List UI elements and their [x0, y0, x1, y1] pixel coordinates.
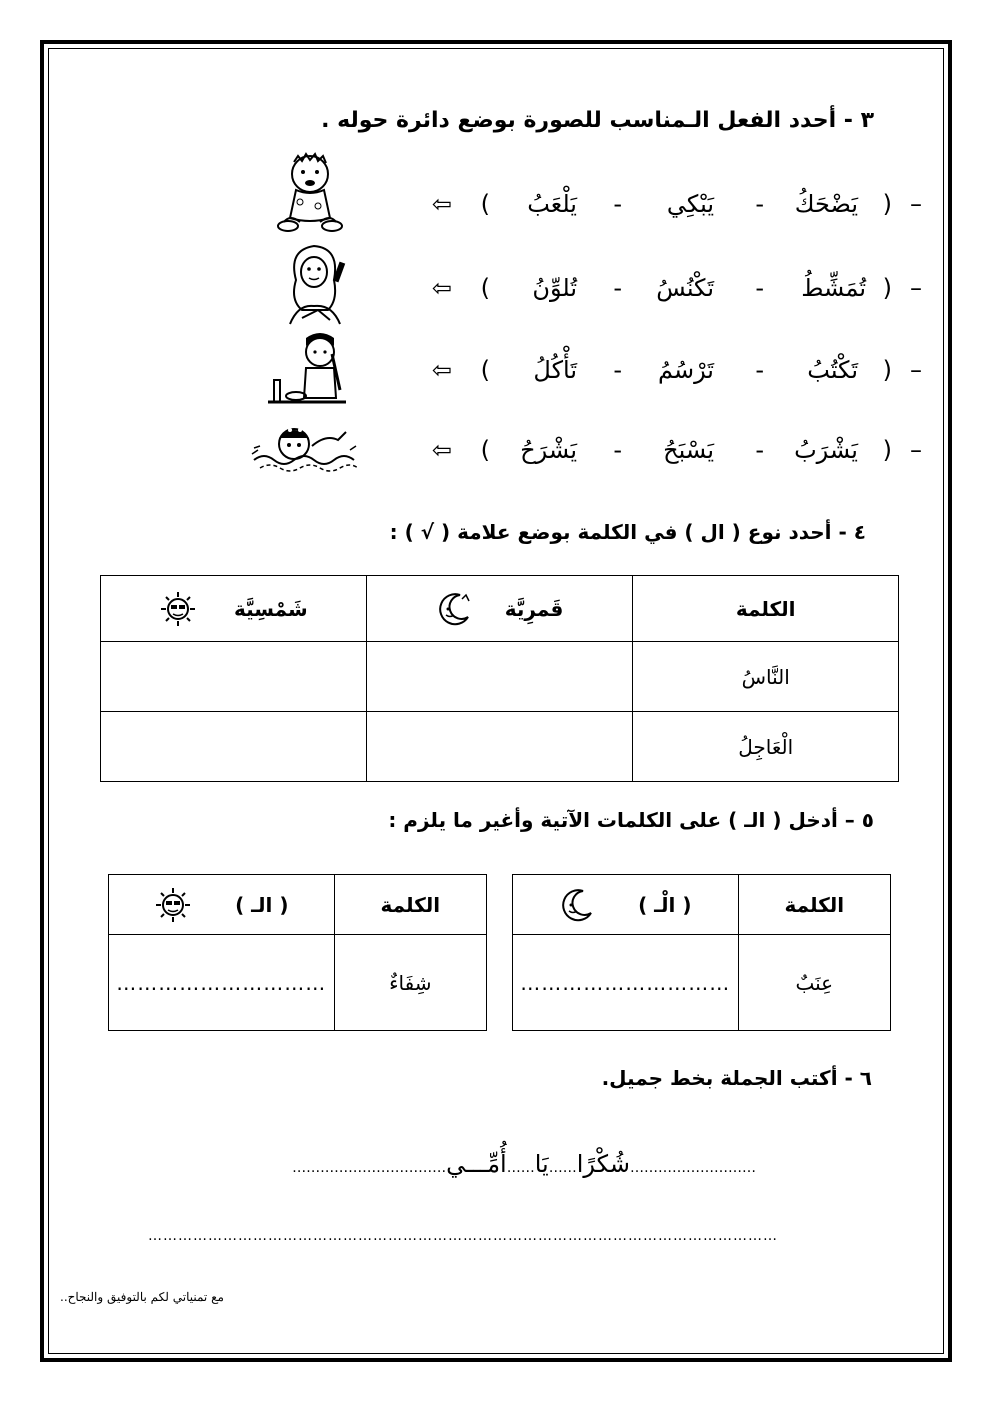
separator: - [613, 436, 622, 464]
verb-option[interactable]: تُلوِّنُ [532, 274, 577, 302]
word-cell: النَّاسُ [633, 642, 899, 712]
header-lunar-label: قَمرِيَّة [504, 596, 564, 621]
header-al [513, 875, 739, 935]
close-paren: ) [480, 436, 490, 464]
model-word: شُكْرًا [576, 1150, 630, 1178]
footer-note: مع تمنياتي لكم بالتوفيق والنجاح.. [60, 1290, 224, 1304]
sun-icon [154, 886, 192, 924]
table-row [101, 642, 899, 712]
lunar-answer-cell[interactable] [366, 712, 633, 782]
header-lunar [366, 576, 633, 642]
q5-right-table [512, 874, 891, 1031]
left-arrow-icon: ⇦ [431, 274, 452, 302]
verb-option[interactable]: تَكْنُسُ [656, 274, 714, 302]
q5-header-row [513, 875, 891, 935]
answer-field[interactable]: ………………………… [513, 935, 739, 1031]
dots: ……………………… [630, 1160, 756, 1176]
header-solar-label: شَمْسِيَّة [233, 596, 308, 621]
q4-table [100, 575, 899, 782]
verb-option[interactable]: يَضْحَكُ [794, 190, 858, 218]
open-paren: ( [882, 274, 892, 302]
left-arrow-icon: ⇦ [431, 436, 452, 464]
separator: - [613, 190, 622, 218]
row-dash: – [910, 356, 922, 384]
q5-title: ٥ – أدخل ( الـ ) على الكلمات الآتية وأغير ما يلزم : [388, 808, 874, 832]
separator: - [613, 274, 622, 302]
verb-option[interactable]: تُمَشِّطُ [801, 274, 866, 302]
table-row [109, 935, 487, 1031]
header-word: الكلمة [633, 576, 899, 642]
q3-row-1 [402, 190, 922, 230]
header-solar [101, 576, 367, 642]
row-dash: – [910, 436, 922, 464]
open-paren: ( [882, 436, 892, 464]
verb-option[interactable]: تَكْتُبُ [807, 356, 858, 384]
q5-header-row [109, 875, 487, 935]
answer-field[interactable]: ………………………… [109, 935, 335, 1031]
girl-combing-icon [278, 240, 354, 328]
left-arrow-icon: ⇦ [431, 190, 452, 218]
q3-row-2 [402, 274, 922, 314]
verb-option[interactable]: يَبْكِي [666, 190, 714, 218]
separator: - [755, 356, 764, 384]
q6-model-line [236, 1150, 756, 1194]
moon-icon [559, 887, 595, 923]
verb-option[interactable]: يَشْرَبُ [794, 436, 858, 464]
q3-title: ٣ - أحدد الفعل الـمناسب للصورة بوضع دائرة حوله . [321, 108, 874, 133]
verb-option[interactable]: تَأْكُلُ [533, 356, 577, 384]
left-arrow-icon: ⇦ [431, 356, 452, 384]
header-word: الكلمة [334, 875, 486, 935]
moon-icon [436, 591, 472, 627]
header-al [109, 875, 335, 935]
verb-option[interactable]: تَرْسُمُ [657, 356, 714, 384]
model-word: يَا [534, 1150, 549, 1178]
verb-option[interactable]: يَسْبَحُ [663, 436, 714, 464]
baby-crying-icon [270, 152, 350, 234]
dots: …………………………… [292, 1160, 447, 1176]
table-row [513, 935, 891, 1031]
open-paren: ( [882, 190, 892, 218]
q4-header-row [101, 576, 899, 642]
dots: …… [548, 1160, 577, 1176]
open-paren: ( [882, 356, 892, 384]
solar-answer-cell[interactable] [101, 712, 367, 782]
writing-line[interactable]: ……………………………………………………………………………………………………………… [148, 1228, 778, 1244]
solar-answer-cell[interactable] [101, 642, 367, 712]
close-paren: ) [480, 274, 490, 302]
row-dash: – [910, 190, 922, 218]
lunar-answer-cell[interactable] [366, 642, 633, 712]
boy-swimming-icon [250, 420, 362, 482]
q6-title: ٦ - أكتب الجملة بخط جميل. [601, 1066, 872, 1090]
close-paren: ) [480, 190, 490, 218]
table-row [101, 712, 899, 782]
q5-left-table [108, 874, 487, 1031]
dots: …… [506, 1160, 535, 1176]
q3-row-4 [402, 436, 922, 476]
header-word: الكلمة [738, 875, 890, 935]
sun-icon [159, 590, 197, 628]
model-word: أُمِّـــي [446, 1150, 507, 1178]
q4-title: ٤ - أحدد نوع ( ال ) في الكلمة بوضع علامة ( √ ) : [389, 520, 866, 544]
girl-eating-icon [266, 330, 350, 410]
header-al-label: ( الْـ ) [638, 892, 692, 917]
row-dash: – [910, 274, 922, 302]
header-al-label: ( الـ ) [235, 892, 289, 917]
word-cell: عِنَبٌ [738, 935, 890, 1031]
verb-option[interactable]: يَلْعَبُ [527, 190, 577, 218]
verb-option[interactable]: يَشْرَحُ [520, 436, 577, 464]
close-paren: ) [480, 356, 490, 384]
q3-row-3 [402, 356, 922, 396]
separator: - [755, 436, 764, 464]
word-cell: الْعَاجِلُ [633, 712, 899, 782]
separator: - [755, 190, 764, 218]
word-cell: شِفَاءٌ [334, 935, 486, 1031]
separator: - [613, 356, 622, 384]
separator: - [755, 274, 764, 302]
